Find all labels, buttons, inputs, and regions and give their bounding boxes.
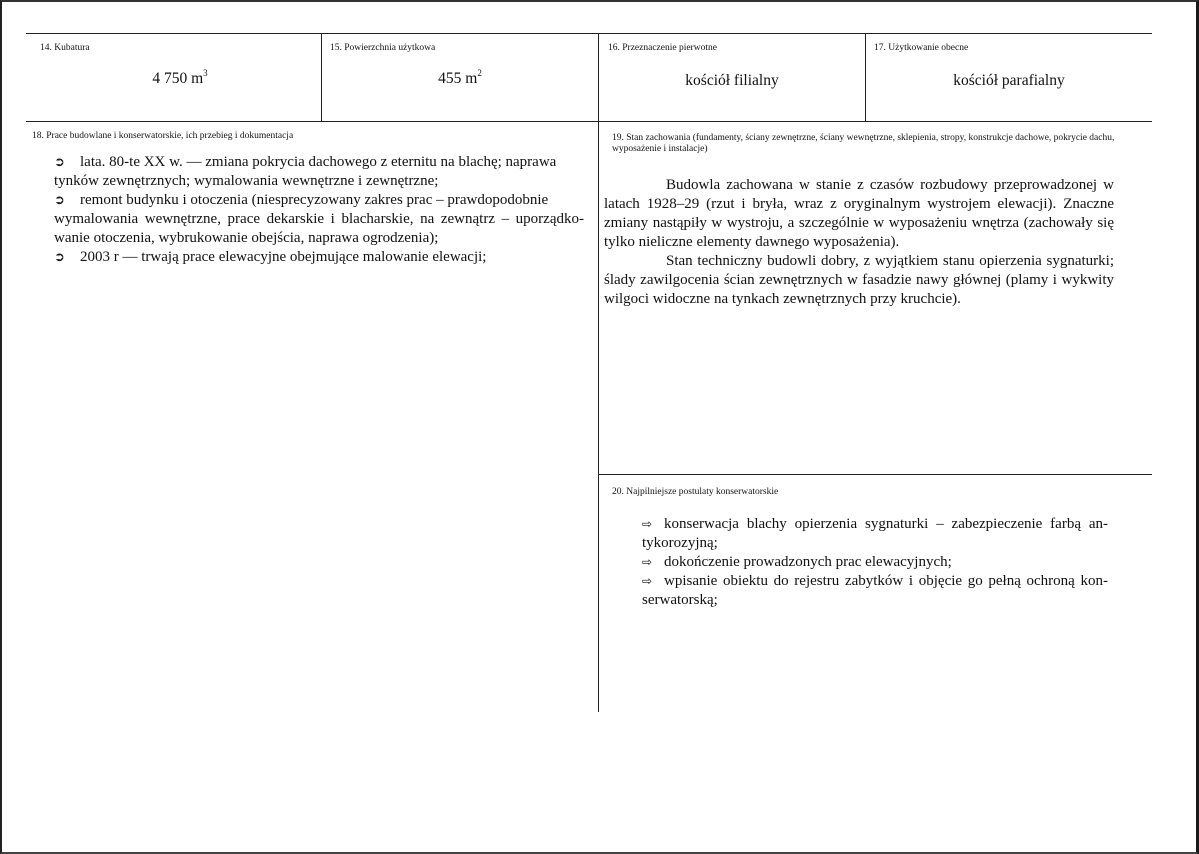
postulaty-item (642, 572, 1108, 610)
kubatura-number: 4 750 m (152, 70, 204, 87)
prace-label: 18. Prace budowlane i konserwatorskie, ich przebieg i dokumentacja (32, 131, 294, 141)
stan-paragraph: Budowla zachowana w stanie z czasów rozbudowy przeprowadzonej w latach 1928–29 (rzut i bryła, wraz z oryginalnym wystrojem elewacji). Znaczne zmiany nastąpiły w wystroju, a szczególnie w wyposażeniu wnętrza (zachowały się tylko nieliczne elementy dawnego wyposażenia). (604, 177, 1114, 250)
powierzchnia-label: 15. Powierzchnia użytkowa (330, 43, 436, 53)
postulaty-item-text: dokończenie prowadzonych prac elewacyjnych; (664, 554, 952, 570)
uzytkowanie-value: kościół parafialny (953, 72, 1065, 89)
postulaty-item (642, 553, 1108, 572)
powierzchnia-value (322, 70, 598, 88)
prace-list (54, 153, 584, 267)
bullet-arrow-icon: ➲ (54, 193, 65, 208)
kubatura-label: 14. Kubatura (40, 43, 90, 53)
prace-item-rest: wymalowania wewnętrzne, prace dekarskie i blacharskie, na zewnątrz – uporządko-wanie otoczenia, wybrukowanie obejścia, naprawa ogrodzenia); (54, 211, 584, 246)
przeznaczenie-label: 16. Przeznaczenie pierwotne (608, 43, 717, 53)
kubatura-unit-exponent: 3 (203, 68, 208, 78)
powierzchnia-number: 455 m (438, 70, 478, 87)
top-rule (26, 33, 1152, 34)
prace-item (54, 153, 584, 191)
prace-item-lead: 2003 r — trwają prace elewacyjne obejmujące malowanie elewacji; (80, 249, 487, 265)
prace-item-lead: remont budynku i otoczenia (niesprecyzowany zakres prac – prawdopodobnie (80, 192, 549, 208)
prace-item (54, 248, 584, 267)
row-divider (26, 121, 1152, 122)
przeznaczenie-value: kościół filialny (685, 72, 779, 89)
bullet-arrow-icon: ➲ (54, 155, 65, 170)
postulaty-item (642, 515, 1108, 553)
kubatura-value (40, 70, 320, 88)
postulaty-item-text: wpisanie obiektu do rejestru zabytków i objęcie go pełną ochroną kon-serwatorską; (642, 573, 1108, 608)
arrow-right-icon: ⇨ (642, 517, 653, 531)
uzytkowanie-label: 17. Użytkowanie obecne (874, 43, 969, 53)
postulaty-item-text: konserwacja blachy opierzenia sygnaturki – zabezpieczenie farbą an-tykorozyjną; (642, 516, 1108, 551)
powierzchnia-unit-exponent: 2 (477, 68, 482, 78)
stan-text (604, 176, 1114, 309)
prace-item-lead: lata. 80-te XX w. — zmiana pokrycia dachowego z eternitu na blachę; naprawa (80, 154, 557, 170)
arrow-right-icon: ⇨ (642, 574, 653, 588)
prace-item-rest: tynków zewnętrznych; wymalowania wewnętrzne i zewnętrzne; (54, 173, 439, 189)
right-column-divider (598, 474, 1152, 475)
postulaty-list (642, 515, 1108, 610)
stan-label: 19. Stan zachowania (fundamenty, ściany zewnętrzne, ściany wewnętrzne, sklepienia, stropy, konstrukcje dachowe, pokrycie dachu, wyposażenie i instalacje) (612, 133, 1115, 154)
prace-item (54, 191, 584, 248)
stan-paragraph: Stan techniczny budowli dobry, z wyjątkiem stanu opierzenia sygnaturki; ślady zawilgocenia ścian zewnętrznych w fasadzie nawy głównej (plamy i wykwity wilgoci widoczne na tynkach zewnętrznych przy kruchcie). (604, 253, 1114, 307)
arrow-right-icon: ⇨ (642, 555, 653, 569)
postulaty-label: 20. Najpilniejsze postulaty konserwatorskie (612, 487, 779, 497)
bullet-arrow-icon: ➲ (54, 250, 65, 265)
col-divider-2 (598, 33, 599, 712)
